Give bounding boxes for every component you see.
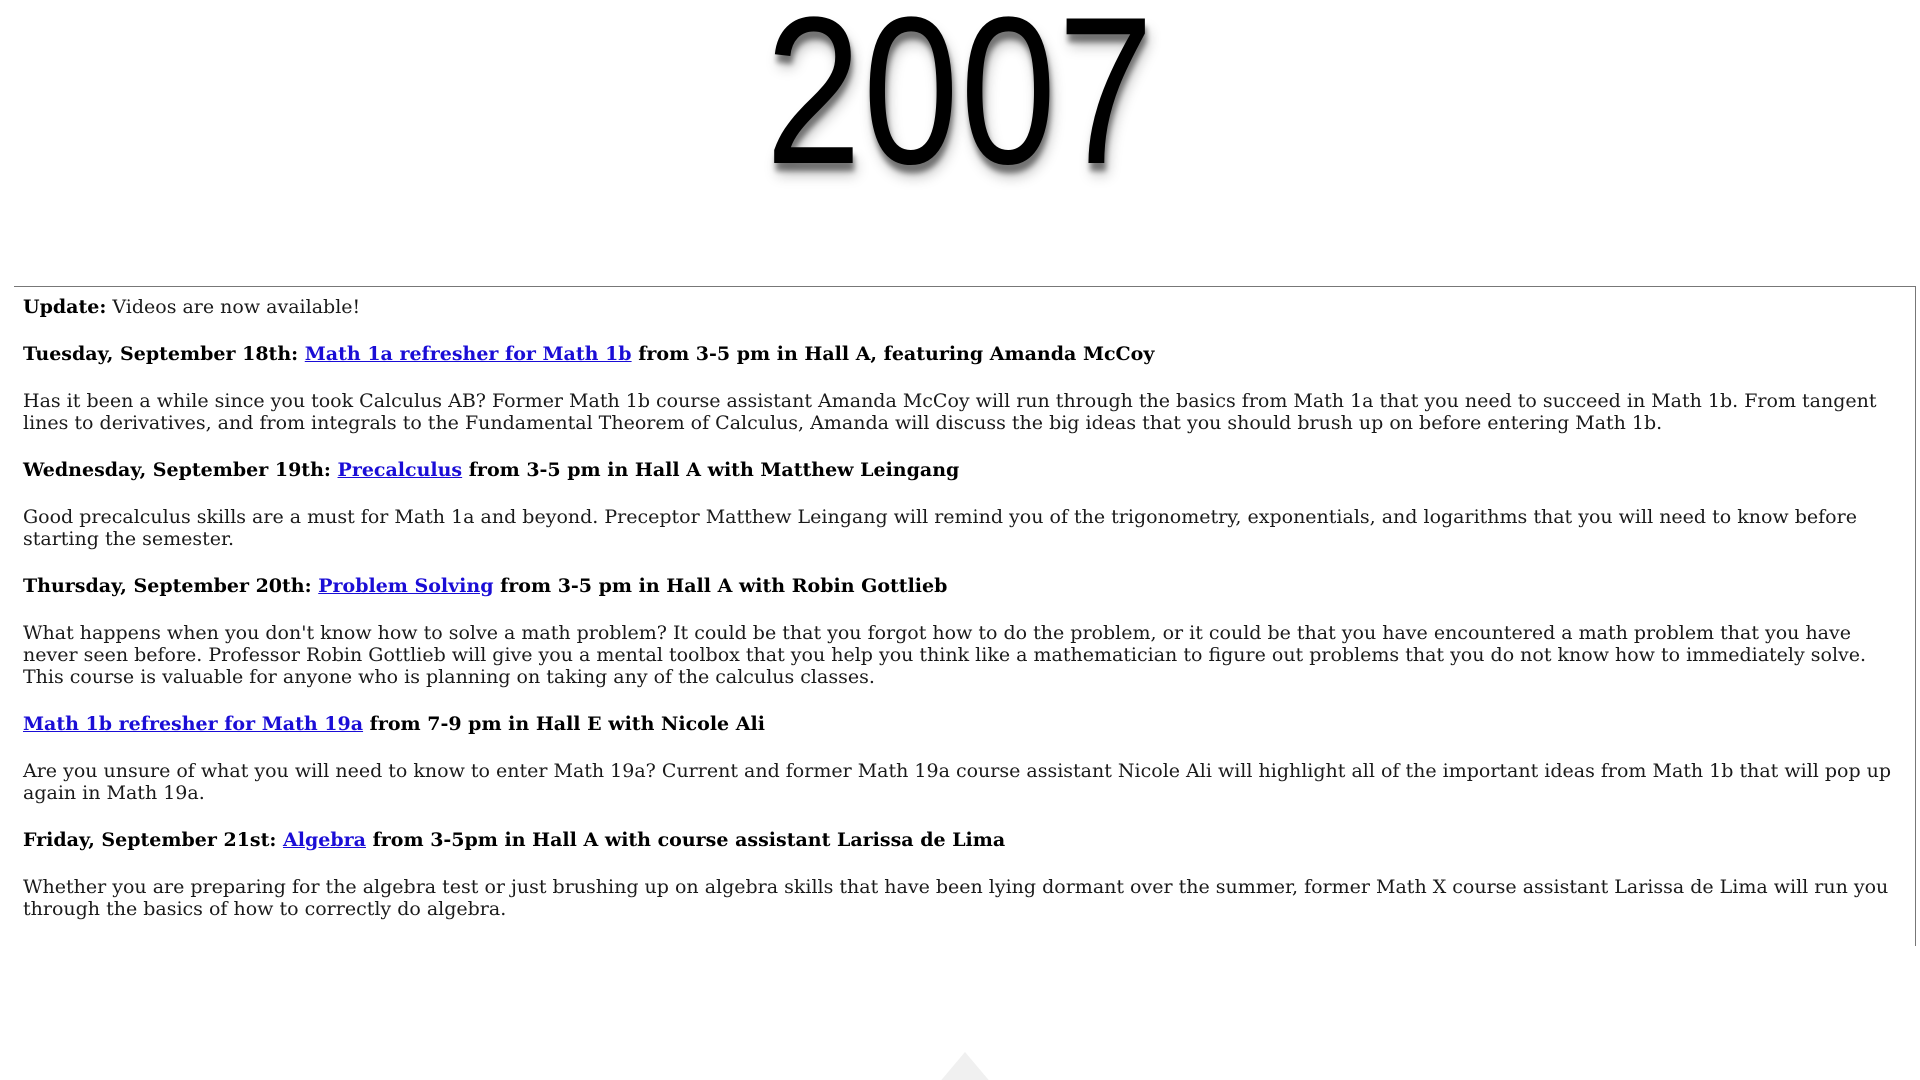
- session-details: from 3-5pm in Hall A with course assistant Larissa de Lima: [366, 829, 1006, 851]
- session-heading: [23, 713, 1903, 735]
- session-date: Tuesday, September 18th:: [23, 343, 305, 365]
- update-text: Videos are now available!: [106, 296, 361, 318]
- session-description: Has it been a while since you took Calculus AB? Former Math 1b course assistant Amanda McCoy will run through the basics from Math 1a that you need to succeed in Math 1b. From tangent lines to derivatives, and from integrals to the Fundamental Theorem of Calculus, Amanda will discuss the big ideas that you should brush up on before entering Math 1b.: [23, 390, 1877, 434]
- session-link-math1a-refresher[interactable]: Math 1a refresher for Math 1b: [304, 343, 632, 365]
- session-link-algebra[interactable]: Algebra: [283, 829, 366, 851]
- session-details: from 3-5 pm in Hall A, featuring Amanda McCoy: [631, 343, 1155, 365]
- year-banner: 2007: [765, 0, 1156, 208]
- session-details: from 3-5 pm in Hall A with Matthew Leingang: [462, 459, 960, 481]
- session-description: Good precalculus skills are a must for Math 1a and beyond. Preceptor Matthew Leingang will remind you of the trigonometry, exponentials, and logarithms that you will need to know before starting the semester.: [23, 506, 1857, 550]
- session-description: What happens when you don't know how to solve a math problem? It could be that you forgot how to do the problem, or it could be that you have encountered a math problem that you have never seen before. Professor Robin Gottlieb will give you a mental toolbox that you help you think like a mathematician to figure out problems that you do not know how to immediately solve. This course is valuable for anyone who is planning on taking any of the calculus classes.: [23, 622, 1867, 688]
- session-date: Thursday, September 20th:: [23, 575, 319, 597]
- session-heading: [23, 343, 1903, 365]
- session-heading: [23, 459, 1903, 481]
- scroll-up-arrow-icon[interactable]: [938, 1052, 992, 1080]
- session-description: Whether you are preparing for the algebra test or just brushing up on algebra skills that have been lying dormant over the summer, former Math X course assistant Larissa de Lima will run you through the basics of how to correctly do algebra.: [23, 876, 1889, 920]
- session-link-precalculus[interactable]: Precalculus: [337, 459, 463, 481]
- session-link-problem-solving[interactable]: Problem Solving: [318, 575, 494, 597]
- session-date: Friday, September 21st:: [23, 829, 284, 851]
- update-notice: [23, 296, 1903, 318]
- session-heading: [23, 829, 1903, 851]
- session-details: from 3-5 pm in Hall A with Robin Gottlieb: [493, 575, 948, 597]
- update-label: Update:: [23, 296, 107, 318]
- session-description: Are you unsure of what you will need to know to enter Math 19a? Current and former Math 19a course assistant Nicole Ali will highlight all of the important ideas from Math 1b that will pop up again in Math 19a.: [23, 760, 1892, 804]
- session-date: Wednesday, September 19th:: [23, 459, 338, 481]
- session-details: from 7-9 pm in Hall E with Nicole Ali: [363, 713, 765, 735]
- content-area: [23, 296, 1903, 945]
- session-link-math1b-refresher[interactable]: Math 1b refresher for Math 19a: [23, 713, 364, 735]
- session-heading: [23, 575, 1903, 597]
